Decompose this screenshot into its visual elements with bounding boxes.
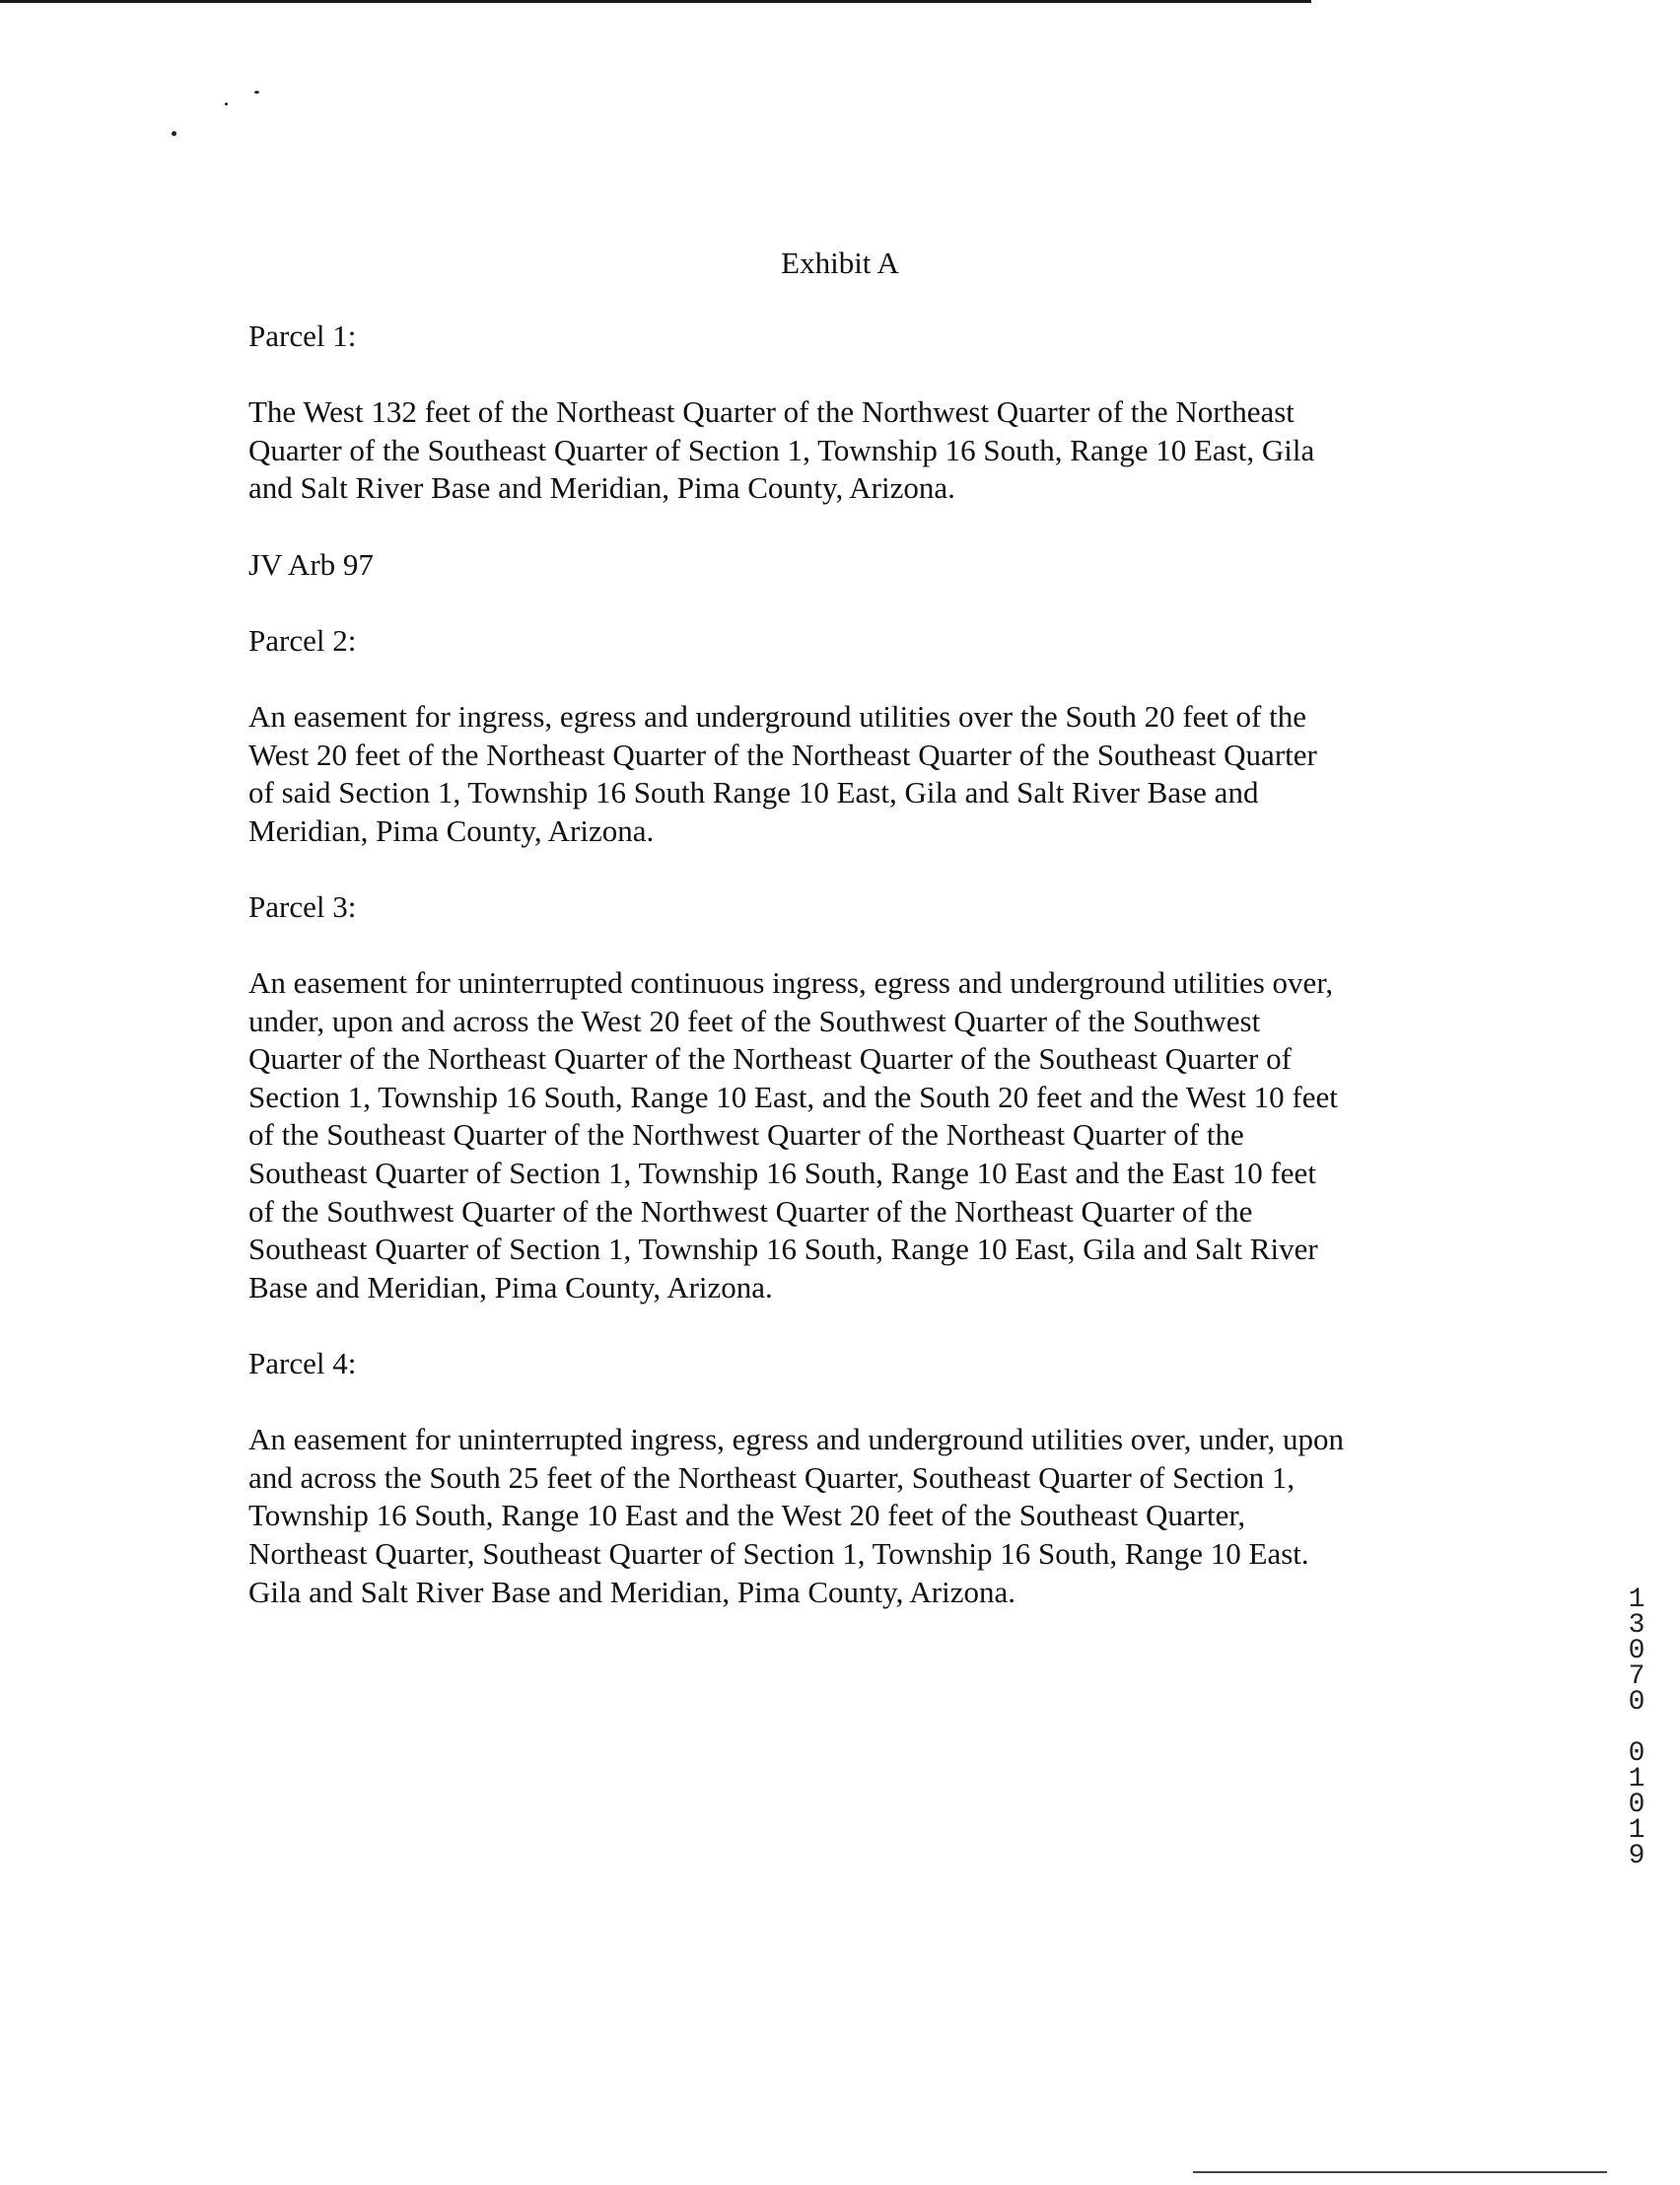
scan-bottom-edge	[1193, 2171, 1607, 2173]
description-line: Southeast Quarter of Section 1, Township 16 South, Range 10 East, Gila and Salt River	[248, 1232, 1318, 1267]
parcel-3-heading: Parcel 3:	[248, 888, 357, 924]
description-line: Quarter of the Southeast Quarter of Section 1, Township 16 South, Range 10 East, Gila	[248, 432, 1315, 467]
stamp-digit: 0	[1628, 1738, 1645, 1769]
parcel-3-description	[248, 964, 1451, 1306]
scan-top-edge	[0, 0, 1311, 3]
description-line: Township 16 South, Range 10 East and the West 20 feet of the Southeast Quarter,	[248, 1498, 1246, 1533]
description-line: Section 1, Township 16 South, Range 10 East, and the South 20 feet and the West 10 feet	[248, 1079, 1338, 1114]
paragraph-gap	[248, 584, 1451, 622]
recording-stamp	[1617, 1587, 1656, 1869]
reference-note: JV Arb 97	[248, 546, 374, 582]
parcel-1-heading: Parcel 1:	[248, 318, 357, 353]
stamp-digit: 1	[1628, 1585, 1645, 1615]
description-line: and across the South 25 feet of the Northeast Quarter, Southeast Quarter of Section 1,	[248, 1459, 1295, 1495]
description-line: and Salt River Base and Meridian, Pima County, Arizona.	[248, 470, 955, 506]
parcel-2-heading: Parcel 2:	[248, 622, 357, 658]
paragraph-gap	[248, 356, 1451, 394]
description-line: Base and Meridian, Pima County, Arizona.	[248, 1269, 773, 1304]
parcel-1-description	[248, 393, 1451, 508]
paragraph-gap	[248, 508, 1451, 546]
description-line: of the Southeast Quarter of the Northwest Quarter of the Northeast Quarter of the	[248, 1117, 1244, 1153]
description-line: West 20 feet of the Northeast Quarter of the Northeast Quarter of the Southeast Quarter	[248, 737, 1317, 772]
paragraph-gap	[248, 660, 1451, 698]
description-line: Meridian, Pima County, Arizona.	[248, 812, 655, 848]
stamp-digit: 0	[1628, 1790, 1645, 1820]
document-body	[248, 317, 1451, 1611]
paragraph-gap	[248, 1383, 1451, 1422]
description-line: Northeast Quarter, Southeast Quarter of Section 1, Township 16 South, Range 10 East.	[248, 1536, 1309, 1571]
paragraph-gap	[248, 1306, 1451, 1345]
stamp-digit: 7	[1628, 1661, 1645, 1692]
scan-speck	[172, 131, 176, 136]
parcel-4-description	[248, 1421, 1451, 1611]
parcel-2-description	[248, 698, 1451, 850]
description-line: An easement for ingress, egress and underground utilities over the South 20 feet of the	[248, 698, 1306, 734]
stamp-digit: 0	[1628, 1636, 1645, 1666]
scan-speck	[254, 91, 259, 94]
description-line: Southeast Quarter of Section 1, Township 16 South, Range 10 East and the East 10 feet	[248, 1156, 1316, 1191]
stamp-digit: 3	[1628, 1610, 1645, 1641]
description-line: under, upon and across the West 20 feet of the Southwest Quarter of the Southwest	[248, 1003, 1261, 1038]
description-line: An easement for uninterrupted continuous ingress, egress and underground utilities over,	[248, 965, 1334, 1001]
description-line: An easement for uninterrupted ingress, egress and underground utilities over, under, upon	[248, 1422, 1344, 1457]
scan-speck	[225, 103, 228, 106]
stamp-digit: 1	[1628, 1815, 1645, 1846]
stamp-digit: 1	[1628, 1764, 1645, 1795]
description-line: Quarter of the Northeast Quarter of the Northeast Quarter of the Southeast Quarter of	[248, 1041, 1292, 1077]
page-title: Exhibit A	[781, 246, 899, 280]
stamp-digit: 9	[1628, 1841, 1645, 1871]
paragraph-gap	[248, 850, 1451, 888]
stamp-digit: 0	[1628, 1687, 1645, 1718]
description-line: of the Southwest Quarter of the Northwest Quarter of the Northeast Quarter of the	[248, 1193, 1253, 1229]
description-line: The West 132 feet of the Northeast Quarter of the Northwest Quarter of the Northeast	[248, 394, 1295, 430]
description-line: Gila and Salt River Base and Meridian, Pima County, Arizona.	[248, 1574, 1016, 1609]
parcel-4-heading: Parcel 4:	[248, 1346, 357, 1381]
description-line: of said Section 1, Township 16 South Range 10 East, Gila and Salt River Base and	[248, 775, 1259, 811]
paragraph-gap	[248, 927, 1451, 965]
